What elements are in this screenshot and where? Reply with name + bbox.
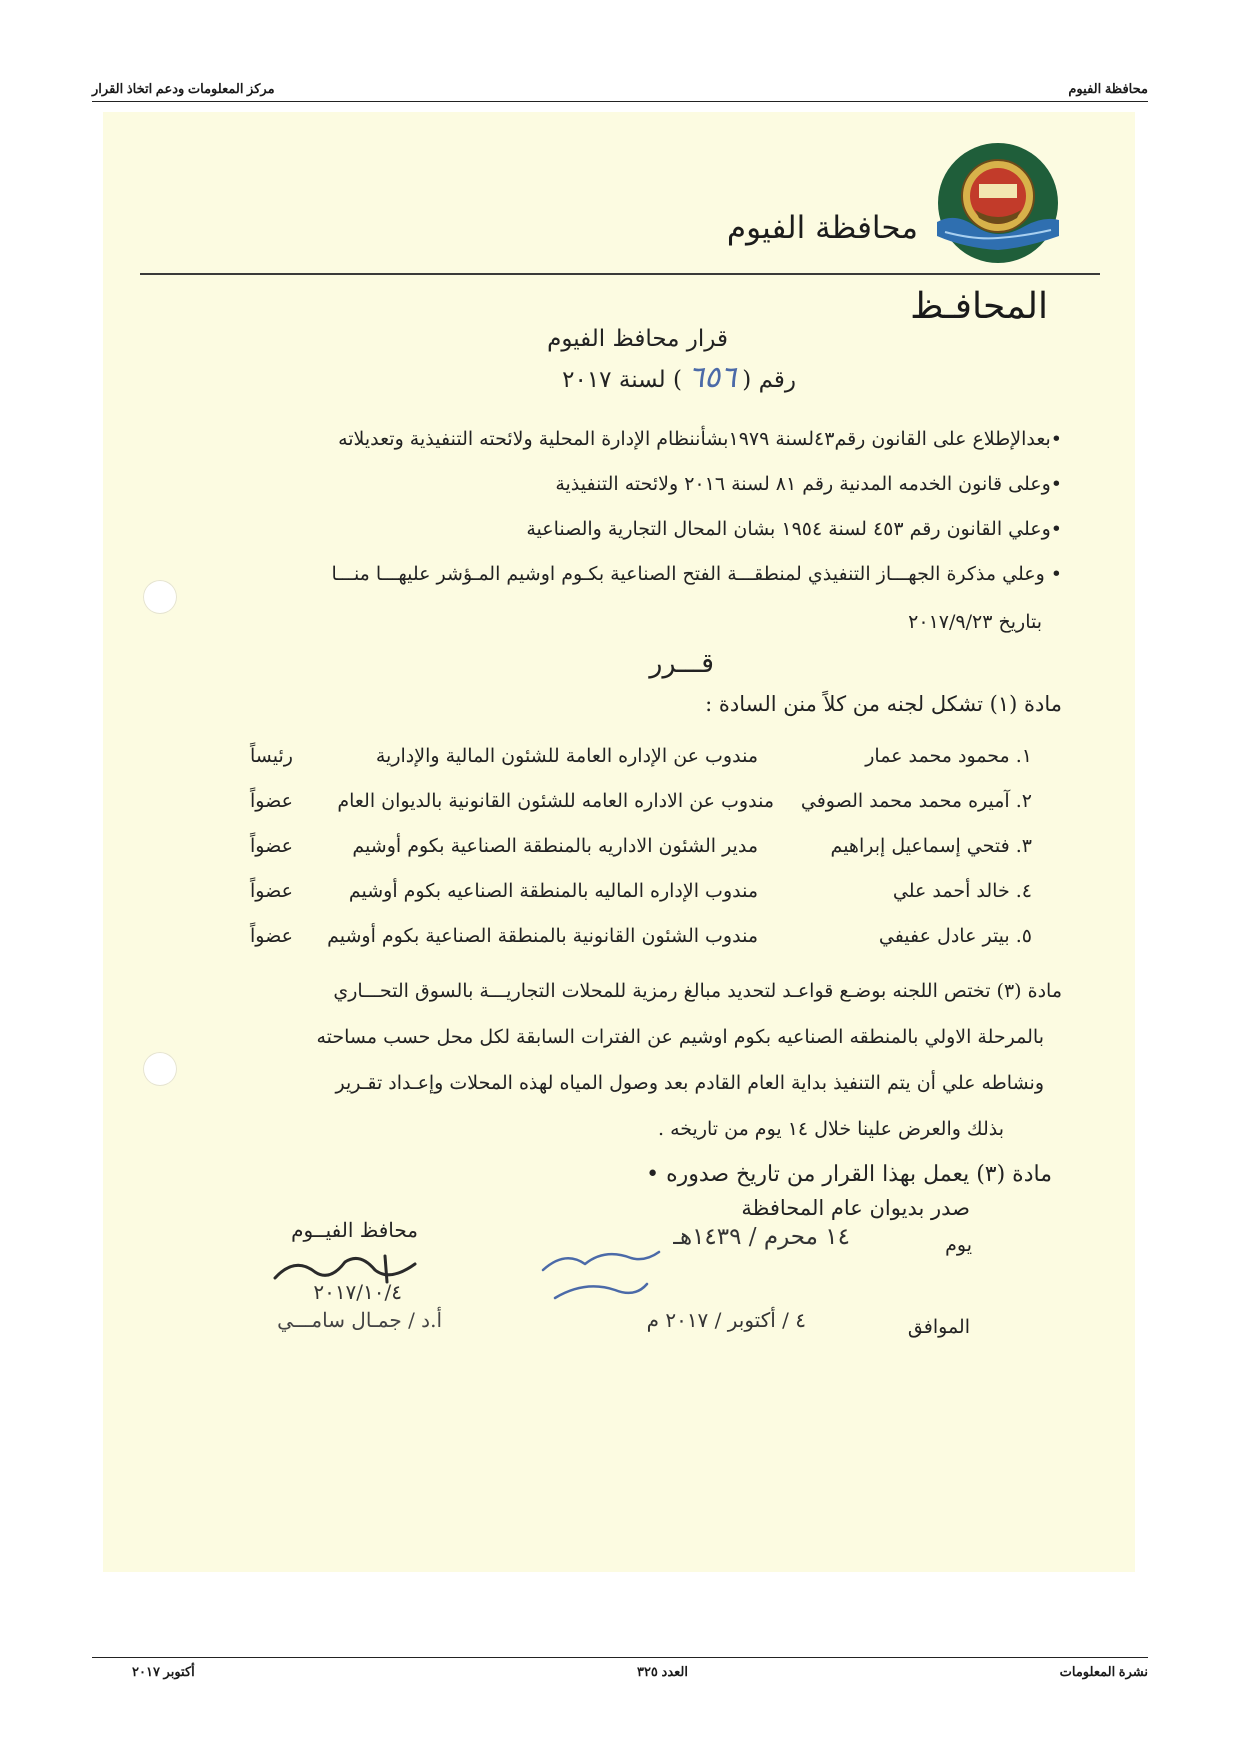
page-footer [92,1664,1148,1686]
punch-hole [143,1052,177,1086]
hijri-date: ١٤ محرم / ١٤٣٩هـ [673,1224,850,1250]
footer-issue: العدد ٣٢٥ [636,1664,688,1679]
preamble-line: •بعدالإطلاع على القانون رقم٤٣لسنة ١٩٧٩بشأننظام الإدارة المحلية ولائحته التنفيذية وتعديلاته [338,428,1062,450]
decision-title: قرار محافظ الفيوم [547,326,728,352]
signatory-name: أ.د / جمـال سامـــي [277,1308,442,1332]
letterhead-governorate: محافظة الفيوم [726,210,918,246]
decision-number-line [562,360,796,395]
decision-number-suffix: ) لسنة ٢٠١٧ [562,367,682,393]
equivalent-label: الموافق [907,1316,970,1338]
punch-hole [143,580,177,614]
member-name: ٢. آميره محمد محمد الصوفي [800,790,1032,812]
preamble-line: •وعلى قانون الخدمه المدنية رقم ٨١ لسنة ٢٠١٦ ولائحته التنفيذية [555,473,1062,495]
header-info-center: مركز المعلومات ودعم اتخاذ القرار [92,81,275,96]
header-governorate: محافظة الفيوم [1068,81,1148,96]
member-status: عضواً [250,835,293,857]
gregorian-date: ٤ / أكتوبر / ٢٠١٧ م [646,1308,806,1332]
header-divider [92,101,1148,102]
article-3-line: مادة (٣) تختص اللجنه بوضـع قواعـد لتحديد مبالغ رمزية للمحلات التجاريـــة بالسوق التحـــاري [333,980,1062,1002]
signatory-handwritten-date: ٢٠١٧/١٠/٤ [313,1280,402,1304]
member-status: عضواً [250,790,293,812]
article-3-line: ونشاطه علي أن يتم التنفيذ بداية العام القادم بعد وصول المياه لهذه المحلات وإعـداد تقـرير [335,1072,1044,1094]
preamble-date: بتاريخ ٢٠١٧/٩/٢٣ [908,611,1042,633]
member-status: عضواً [250,880,293,902]
member-role: مندوب عن الإداره العامة للشئون المالية والإدارية [375,745,758,767]
article-3-effective: مادة (٣) يعمل بهذا القرار من تاريخ صدوره • [646,1162,1052,1187]
footer-date: أكتوبر ٢٠١٧ [132,1664,195,1679]
footer-bulletin: نشرة المعلومات [1059,1664,1148,1679]
member-status: رئيساً [250,745,293,767]
member-name: ٥. بيتر عادل عفيفي [878,925,1032,947]
decision-number-prefix: رقم ( [742,367,796,393]
office-title: المحافـظ [910,286,1048,327]
member-role: مندوب الإداره الماليه بالمنطقة الصناعيه بكوم أوشيم [348,880,758,902]
member-status: عضواً [250,925,293,947]
page-header [92,78,1148,100]
member-name: ٤. خالد أحمد علي [892,880,1032,902]
fayoum-governorate-emblem-icon [935,140,1061,266]
preamble-line: •وعلي القانون رقم ٤٥٣ لسنة ١٩٥٤ بشان المحال التجارية والصناعية [526,518,1062,540]
member-name: ٣. فتحي إسماعيل إبراهيم [830,835,1032,857]
member-role: مدير الشئون الاداريه بالمنطقة الصناعية بكوم أوشيم [352,835,758,857]
member-role: مندوب الشئون القانونية بالمنطقة الصناعية بكوم أوشيم [327,925,758,947]
official-signature-icon [535,1240,665,1310]
signatory-title: محافظ الفيــوم [291,1218,418,1242]
day-label: يوم [945,1234,972,1256]
letterhead-rule [140,273,1100,275]
preamble-line: • وعلي مذكرة الجهـــاز التنفيذي لمنطقـــة الفتح الصناعية بكـوم اوشيم المـؤشر عليهـــا منـــا [331,563,1062,585]
member-role: مندوب عن الاداره العامه للشئون القانونية بالديوان العام [337,790,774,812]
decided-heading: قـــرر [649,648,714,679]
decision-number-handwritten: ٦٥٦ [687,360,737,395]
article-3-line: بذلك والعرض علينا خلال ١٤ يوم من تاريخه . [658,1118,1004,1140]
member-name: ١. محمود محمد عمار [865,745,1032,767]
article-3-line: بالمرحلة الاولي بالمنطقه الصناعيه بكوم اوشيم عن الفترات السابقة لكل محل حسب مساحته [316,1026,1044,1048]
article-1: مادة (١) تشكل لجنه من كلاً منن السادة : [705,692,1062,716]
issued-at: صدر بديوان عام المحافظة [741,1196,970,1220]
footer-divider [92,1657,1148,1658]
